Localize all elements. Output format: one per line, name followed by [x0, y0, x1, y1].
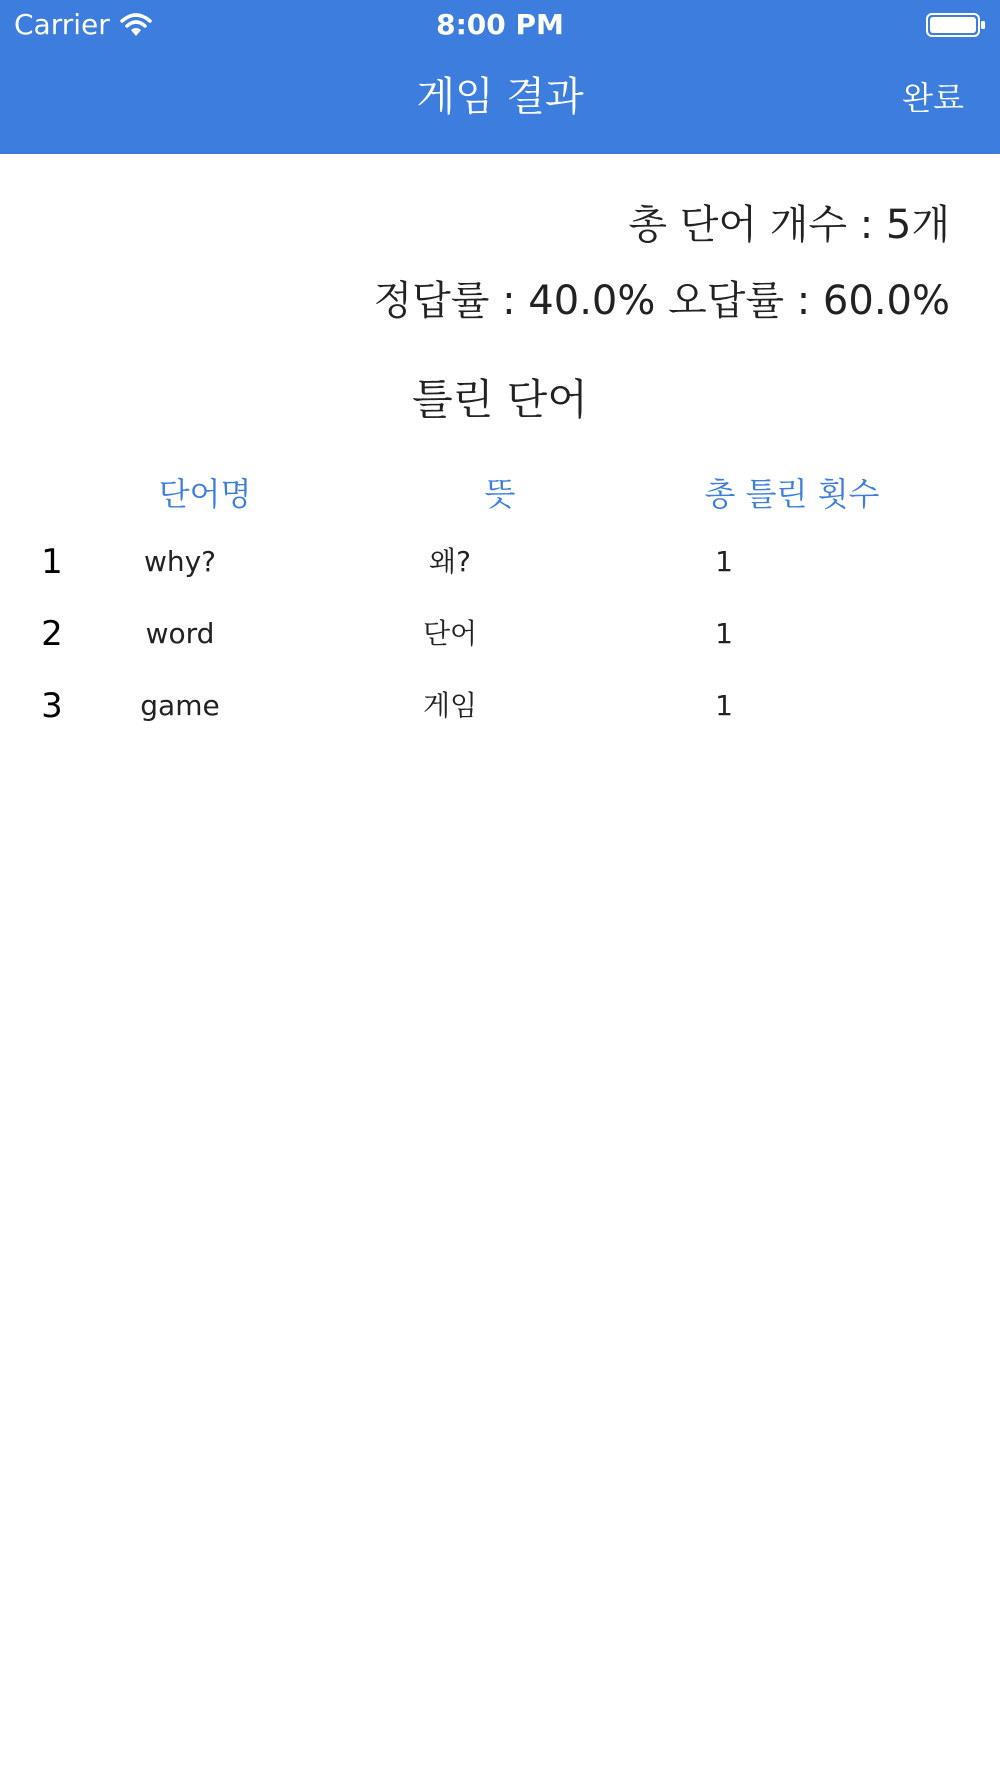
total-word-count: 총 단어 개수 : 5개 — [628, 202, 950, 248]
table-row[interactable] — [0, 532, 1000, 592]
row-wrong-count: 1 — [715, 545, 733, 578]
row-wrong-count: 1 — [715, 689, 733, 722]
column-header-wrong-count: 총 틀린 횟수 — [704, 475, 880, 513]
column-header-word: 단어명 — [158, 475, 252, 513]
row-word: word — [145, 617, 215, 650]
row-meaning: 게임 — [422, 689, 478, 722]
table-row[interactable] — [0, 676, 1000, 736]
navigation-bar — [0, 0, 1000, 154]
row-meaning: 왜? — [429, 545, 471, 578]
page-title: 게임 결과 — [416, 74, 584, 120]
row-index: 3 — [41, 686, 63, 726]
row-word: why? — [143, 545, 217, 578]
row-index: 1 — [41, 542, 63, 582]
row-meaning: 단어 — [422, 617, 478, 650]
carrier-label: Carrier — [14, 8, 110, 41]
row-word: game — [140, 689, 220, 722]
battery-icon — [926, 12, 986, 38]
accuracy-rates: 정답률 : 40.0% 오답률 : 60.0% — [373, 278, 950, 324]
column-header-meaning: 뜻 — [484, 475, 516, 513]
row-index: 2 — [41, 614, 63, 654]
row-wrong-count: 1 — [715, 617, 733, 650]
status-bar — [0, 0, 1000, 50]
table-row[interactable] — [0, 604, 1000, 664]
status-time: 8:00 PM — [436, 8, 564, 41]
done-button[interactable]: 완료 — [902, 79, 964, 117]
wrong-words-title: 틀린 단어 — [412, 375, 588, 424]
